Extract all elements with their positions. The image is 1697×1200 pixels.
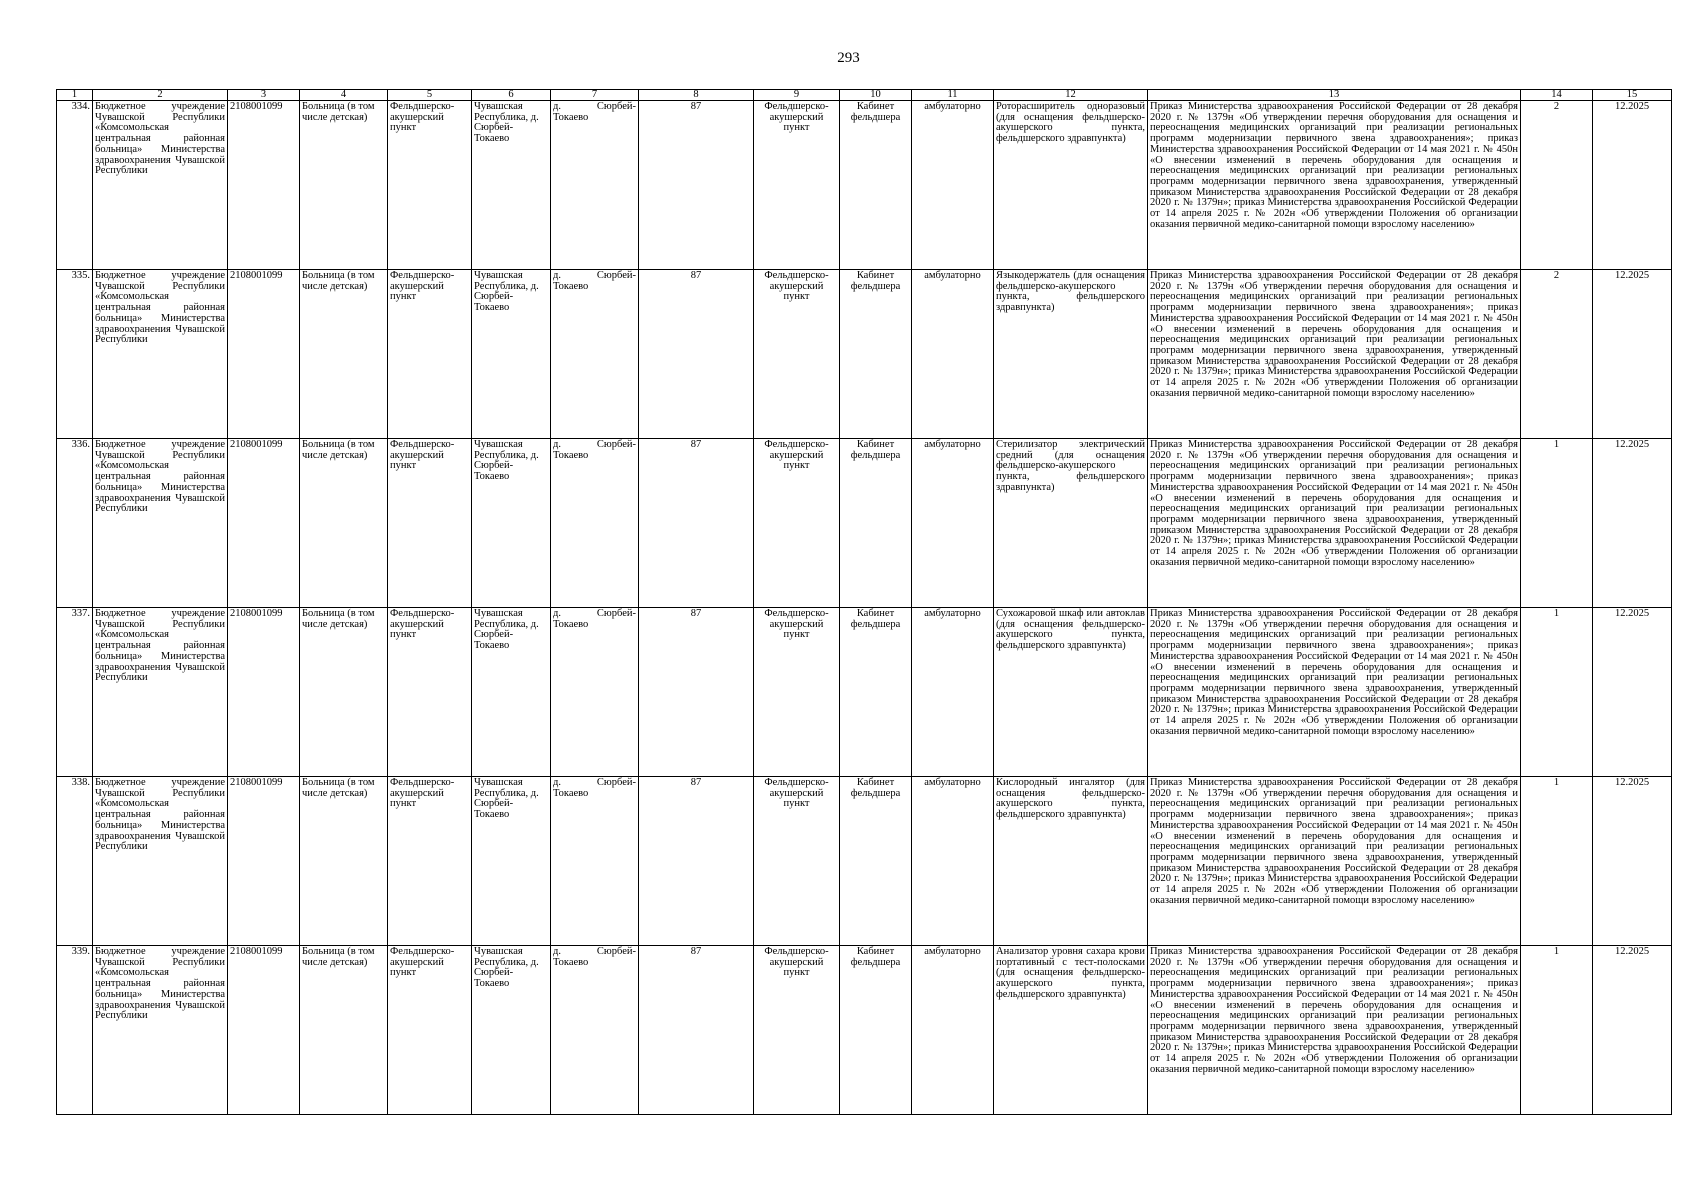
- column-number: 3: [228, 90, 300, 101]
- locality: д. Сюрбей-Токаево: [551, 946, 639, 1115]
- column-9-value: Фельдшерско-акушерский пункт: [754, 777, 840, 946]
- locality: д. Сюрбей-Токаево: [551, 608, 639, 777]
- equipment-name: Стерилизатор электрический средний (для оснащения фельдшерско-акушерского пункта, фельдшерского здравпункта): [994, 439, 1148, 608]
- column-11-value: амбулаторно: [912, 101, 994, 270]
- table-row: [57, 608, 1672, 777]
- organization-type: Больница (в том числе детская): [300, 777, 388, 946]
- legal-basis: Приказ Министерства здравоохранения Российской Федерации от 28 декабря 2020 г. № 1379н «Об утверждении перечня оборудования для оснащения и переоснащения медицинских организаций при реализации региональных программ модернизации первичного звена здравоохранения»; приказ Министерства здравоохранения Российской Федерации от 14 мая 2021 г. № 450н «О внесении изменений в перечень оборудования для оснащения и переоснащения медицинских организаций при реализации региональных программ модернизации первичного звена здравоохранения, утвержденный приказом Министерства здравоохранения Российской Федерации от 28 декабря 2020 г. № 1379н»; приказ Министерства здравоохранения Российской Федерации от 14 апреля 2025 г. № 202н «Об утверждении Положения об организации оказания первичной медико-санитарной помощи взрослому населению»: [1148, 439, 1521, 608]
- column-11-value: амбулаторно: [912, 439, 994, 608]
- row-number: 338.: [57, 777, 93, 946]
- column-11-value: амбулаторно: [912, 608, 994, 777]
- unit-name: Фельдшерско-акушерский пункт: [388, 777, 472, 946]
- quantity: 1: [1521, 946, 1593, 1115]
- organization-name: Бюджетное учреждение Чувашской Республики «Комсомольская центральная районная больница» Министерства здравоохранения Чувашской Республики: [93, 946, 228, 1115]
- organization-type: Больница (в том числе детская): [300, 946, 388, 1115]
- due-date: 12.2025: [1593, 777, 1672, 946]
- organization-code: 2108001099: [228, 439, 300, 608]
- equipment-name: Сухожаровой шкаф или автоклав (для оснащения фельдшерско-акушерского пункта, фельдшерского здравпункта): [994, 608, 1148, 777]
- column-9-value: Фельдшерско-акушерский пункт: [754, 101, 840, 270]
- page-number: 293: [837, 50, 860, 66]
- organization-type: Больница (в том числе детская): [300, 270, 388, 439]
- address: Чувашская Республика, д. Сюрбей-Токаево: [472, 270, 551, 439]
- column-number: 15: [1593, 90, 1672, 101]
- address: Чувашская Республика, д. Сюрбей-Токаево: [472, 946, 551, 1115]
- equipment-name: Роторасширитель одноразовый (для оснащения фельдшерско-акушерского пункта, фельдшерского здравпункта): [994, 101, 1148, 270]
- column-10-value: Кабинет фельдшера: [840, 439, 912, 608]
- due-date: 12.2025: [1593, 946, 1672, 1115]
- column-number: 12: [994, 90, 1148, 101]
- legal-basis: Приказ Министерства здравоохранения Российской Федерации от 28 декабря 2020 г. № 1379н «Об утверждении перечня оборудования для оснащения и переоснащения медицинских организаций при реализации региональных программ модернизации первичного звена здравоохранения»; приказ Министерства здравоохранения Российской Федерации от 14 мая 2021 г. № 450н «О внесении изменений в перечень оборудования для оснащения и переоснащения медицинских организаций при реализации региональных программ модернизации первичного звена здравоохранения, утвержденный приказом Министерства здравоохранения Российской Федерации от 28 декабря 2020 г. № 1379н»; приказ Министерства здравоохранения Российской Федерации от 14 апреля 2025 г. № 202н «Об утверждении Положения об организации оказания первичной медико-санитарной помощи взрослому населению»: [1148, 608, 1521, 777]
- organization-type: Больница (в том числе детская): [300, 439, 388, 608]
- due-date: 12.2025: [1593, 439, 1672, 608]
- locality: д. Сюрбей-Токаево: [551, 101, 639, 270]
- column-8-value: 87: [639, 946, 754, 1115]
- quantity: 2: [1521, 270, 1593, 439]
- column-8-value: 87: [639, 439, 754, 608]
- column-9-value: Фельдшерско-акушерский пункт: [754, 608, 840, 777]
- column-number: 9: [754, 90, 840, 101]
- legal-basis: Приказ Министерства здравоохранения Российской Федерации от 28 декабря 2020 г. № 1379н «Об утверждении перечня оборудования для оснащения и переоснащения медицинских организаций при реализации региональных программ модернизации первичного звена здравоохранения»; приказ Министерства здравоохранения Российской Федерации от 14 мая 2021 г. № 450н «О внесении изменений в перечень оборудования для оснащения и переоснащения медицинских организаций при реализации региональных программ модернизации первичного звена здравоохранения, утвержденный приказом Министерства здравоохранения Российской Федерации от 28 декабря 2020 г. № 1379н»; приказ Министерства здравоохранения Российской Федерации от 14 апреля 2025 г. № 202н «Об утверждении Положения об организации оказания первичной медико-санитарной помощи взрослому населению»: [1148, 946, 1521, 1115]
- unit-name: Фельдшерско-акушерский пункт: [388, 439, 472, 608]
- column-number: 11: [912, 90, 994, 101]
- address: Чувашская Республика, д. Сюрбей-Токаево: [472, 101, 551, 270]
- quantity: 1: [1521, 439, 1593, 608]
- column-number: 8: [639, 90, 754, 101]
- organization-name: Бюджетное учреждение Чувашской Республики «Комсомольская центральная районная больница» Министерства здравоохранения Чувашской Республики: [93, 608, 228, 777]
- quantity: 2: [1521, 101, 1593, 270]
- column-10-value: Кабинет фельдшера: [840, 777, 912, 946]
- table-row: [57, 101, 1672, 270]
- column-number: 7: [551, 90, 639, 101]
- column-8-value: 87: [639, 777, 754, 946]
- column-number: 13: [1148, 90, 1521, 101]
- column-number: 4: [300, 90, 388, 101]
- quantity: 1: [1521, 777, 1593, 946]
- column-number-row: [57, 90, 1672, 101]
- row-number: 337.: [57, 608, 93, 777]
- column-10-value: Кабинет фельдшера: [840, 946, 912, 1115]
- column-number: 2: [93, 90, 228, 101]
- equipment-table: [56, 89, 1672, 1115]
- unit-name: Фельдшерско-акушерский пункт: [388, 101, 472, 270]
- organization-code: 2108001099: [228, 101, 300, 270]
- organization-name: Бюджетное учреждение Чувашской Республики «Комсомольская центральная районная больница» Министерства здравоохранения Чувашской Республики: [93, 101, 228, 270]
- column-8-value: 87: [639, 101, 754, 270]
- organization-code: 2108001099: [228, 946, 300, 1115]
- organization-name: Бюджетное учреждение Чувашской Республики «Комсомольская центральная районная больница» Министерства здравоохранения Чувашской Республики: [93, 777, 228, 946]
- column-11-value: амбулаторно: [912, 777, 994, 946]
- unit-name: Фельдшерско-акушерский пункт: [388, 608, 472, 777]
- locality: д. Сюрбей-Токаево: [551, 777, 639, 946]
- row-number: 336.: [57, 439, 93, 608]
- column-8-value: 87: [639, 608, 754, 777]
- organization-code: 2108001099: [228, 608, 300, 777]
- column-number: 6: [472, 90, 551, 101]
- equipment-name: Кислородный ингалятор (для оснащения фельдшерско-акушерского пункта, фельдшерского здравпункта): [994, 777, 1148, 946]
- legal-basis: Приказ Министерства здравоохранения Российской Федерации от 28 декабря 2020 г. № 1379н «Об утверждении перечня оборудования для оснащения и переоснащения медицинских организаций при реализации региональных программ модернизации первичного звена здравоохранения»; приказ Министерства здравоохранения Российской Федерации от 14 мая 2021 г. № 450н «О внесении изменений в перечень оборудования для оснащения и переоснащения медицинских организаций при реализации региональных программ модернизации первичного звена здравоохранения, утвержденный приказом Министерства здравоохранения Российской Федерации от 28 декабря 2020 г. № 1379н»; приказ Министерства здравоохранения Российской Федерации от 14 апреля 2025 г. № 202н «Об утверждении Положения об организации оказания первичной медико-санитарной помощи взрослому населению»: [1148, 777, 1521, 946]
- column-9-value: Фельдшерско-акушерский пункт: [754, 439, 840, 608]
- address: Чувашская Республика, д. Сюрбей-Токаево: [472, 608, 551, 777]
- due-date: 12.2025: [1593, 608, 1672, 777]
- due-date: 12.2025: [1593, 270, 1672, 439]
- column-number: 14: [1521, 90, 1593, 101]
- quantity: 1: [1521, 608, 1593, 777]
- legal-basis: Приказ Министерства здравоохранения Российской Федерации от 28 декабря 2020 г. № 1379н «Об утверждении перечня оборудования для оснащения и переоснащения медицинских организаций при реализации региональных программ модернизации первичного звена здравоохранения»; приказ Министерства здравоохранения Российской Федерации от 14 мая 2021 г. № 450н «О внесении изменений в перечень оборудования для оснащения и переоснащения медицинских организаций при реализации региональных программ модернизации первичного звена здравоохранения, утвержденный приказом Министерства здравоохранения Российской Федерации от 28 декабря 2020 г. № 1379н»; приказ Министерства здравоохранения Российской Федерации от 14 апреля 2025 г. № 202н «Об утверждении Положения об организации оказания первичной медико-санитарной помощи взрослому населению»: [1148, 270, 1521, 439]
- column-8-value: 87: [639, 270, 754, 439]
- column-11-value: амбулаторно: [912, 270, 994, 439]
- column-9-value: Фельдшерско-акушерский пункт: [754, 270, 840, 439]
- row-number: 339.: [57, 946, 93, 1115]
- column-11-value: амбулаторно: [912, 946, 994, 1115]
- column-number: 5: [388, 90, 472, 101]
- address: Чувашская Республика, д. Сюрбей-Токаево: [472, 439, 551, 608]
- column-number: 10: [840, 90, 912, 101]
- row-number: 334.: [57, 101, 93, 270]
- table-row: [57, 439, 1672, 608]
- column-number: 1: [57, 90, 93, 101]
- locality: д. Сюрбей-Токаево: [551, 439, 639, 608]
- unit-name: Фельдшерско-акушерский пункт: [388, 270, 472, 439]
- legal-basis: Приказ Министерства здравоохранения Российской Федерации от 28 декабря 2020 г. № 1379н «Об утверждении перечня оборудования для оснащения и переоснащения медицинских организаций при реализации региональных программ модернизации первичного звена здравоохранения»; приказ Министерства здравоохранения Российской Федерации от 14 мая 2021 г. № 450н «О внесении изменений в перечень оборудования для оснащения и переоснащения медицинских организаций при реализации региональных программ модернизации первичного звена здравоохранения, утвержденный приказом Министерства здравоохранения Российской Федерации от 28 декабря 2020 г. № 1379н»; приказ Министерства здравоохранения Российской Федерации от 14 апреля 2025 г. № 202н «Об утверждении Положения об организации оказания первичной медико-санитарной помощи взрослому населению»: [1148, 101, 1521, 270]
- table-row: [57, 777, 1672, 946]
- organization-code: 2108001099: [228, 270, 300, 439]
- organization-type: Больница (в том числе детская): [300, 101, 388, 270]
- equipment-name: Анализатор уровня сахара крови портативный с тест-полосками (для оснащения фельдшерско-акушерского пункта, фельдшерского здравпункта): [994, 946, 1148, 1115]
- organization-name: Бюджетное учреждение Чувашской Республики «Комсомольская центральная районная больница» Министерства здравоохранения Чувашской Республики: [93, 270, 228, 439]
- address: Чувашская Республика, д. Сюрбей-Токаево: [472, 777, 551, 946]
- row-number: 335.: [57, 270, 93, 439]
- organization-type: Больница (в том числе детская): [300, 608, 388, 777]
- equipment-name: Языкодержатель (для оснащения фельдшерско-акушерского пункта, фельдшерского здравпункта): [994, 270, 1148, 439]
- column-10-value: Кабинет фельдшера: [840, 270, 912, 439]
- column-9-value: Фельдшерско-акушерский пункт: [754, 946, 840, 1115]
- organization-name: Бюджетное учреждение Чувашской Республики «Комсомольская центральная районная больница» Министерства здравоохранения Чувашской Республики: [93, 439, 228, 608]
- locality: д. Сюрбей-Токаево: [551, 270, 639, 439]
- table-body: [57, 90, 1672, 1115]
- column-10-value: Кабинет фельдшера: [840, 608, 912, 777]
- due-date: 12.2025: [1593, 101, 1672, 270]
- unit-name: Фельдшерско-акушерский пункт: [388, 946, 472, 1115]
- organization-code: 2108001099: [228, 777, 300, 946]
- table-row: [57, 270, 1672, 439]
- column-10-value: Кабинет фельдшера: [840, 101, 912, 270]
- table-row: [57, 946, 1672, 1115]
